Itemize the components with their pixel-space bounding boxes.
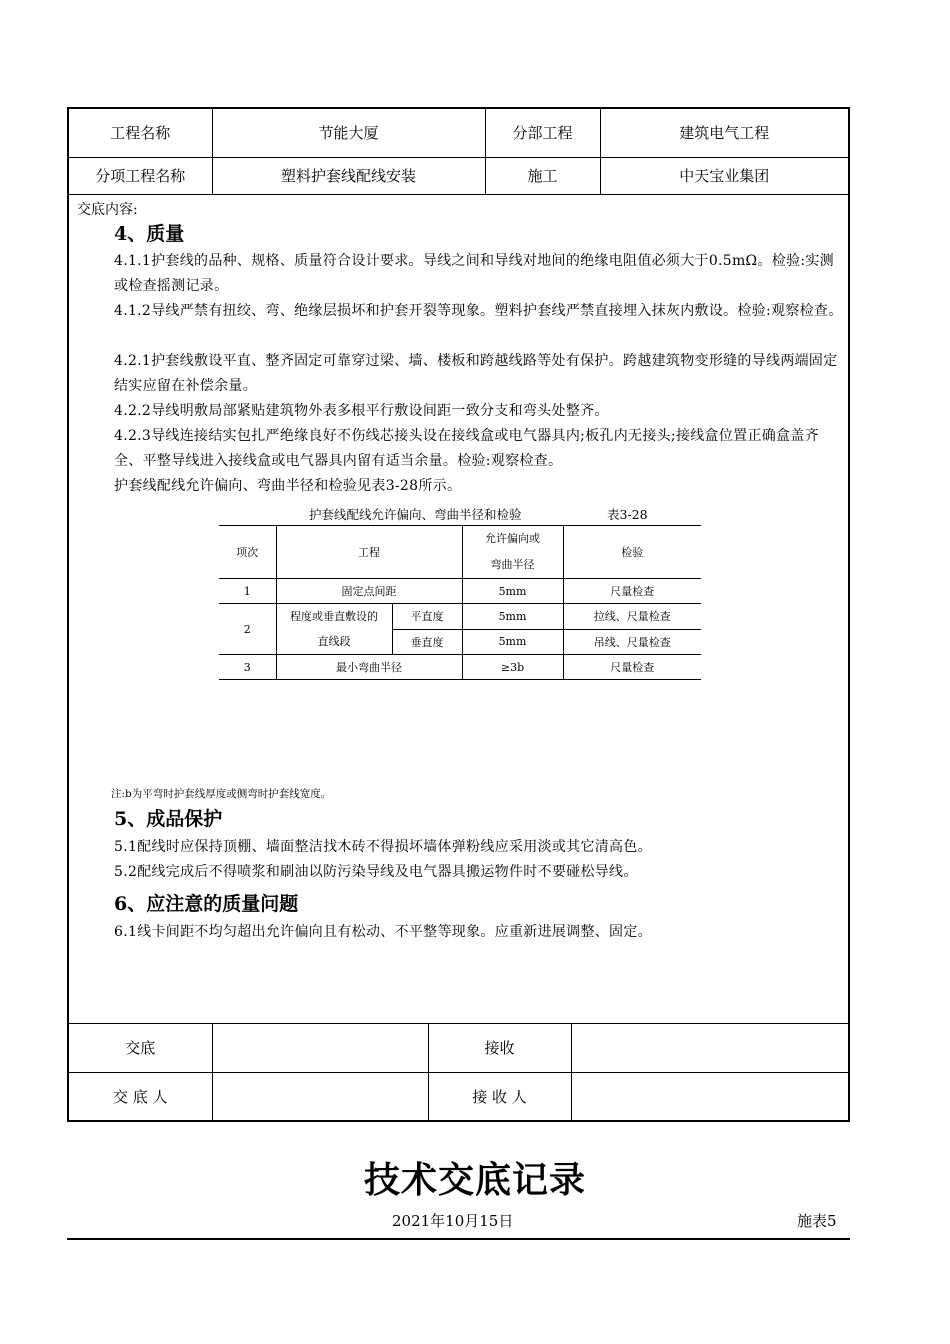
r2-no: 2 — [219, 604, 276, 655]
paragraph-4-1-2: 4.1.2导线严禁有扭绞、弯、绝缘层损坏和护套开裂等现象。塑料护套线严禁直接埋入抹灰内敷设。检验:观察检查。 — [114, 303, 843, 319]
th-item: 工程 — [276, 526, 462, 579]
r2b-dev: 5mm — [462, 629, 563, 655]
construction-label: 施工 — [485, 157, 600, 194]
th-deviation — [462, 526, 563, 579]
section6-heading: 6、应注意的质量问题 — [114, 893, 299, 915]
table-note: 注:b为平弯时护套线厚度或侧弯时护套线宽度。 — [111, 788, 332, 800]
r2a-dev: 5mm — [462, 604, 563, 630]
r2-item — [276, 604, 392, 655]
section5-heading: 5、成品保护 — [114, 808, 223, 830]
deviation-table — [219, 525, 701, 680]
form-number: 施表5 — [797, 1212, 837, 1230]
item-value: 塑料护套线配线安装 — [212, 157, 485, 194]
r1-dev: 5mm — [462, 579, 563, 604]
handover-person-label: 交 底 人 — [69, 1072, 212, 1120]
th-check: 检验 — [563, 526, 701, 579]
paragraph-4-2-3: 4.2.3导线连接结实包扎严绝缘良好不伤线芯接头设在接线盒或电气器具内;板孔内无接头;接线盒位置正确盒盖齐全、平整导线进入接线盒或电气器具内留有适当余量。检验:观察检查。 — [114, 428, 819, 469]
paragraph-table-ref: 护套线配线允许偏向、弯曲半径和检验见表3-28所示。 — [114, 478, 462, 494]
handover-field[interactable] — [212, 1023, 428, 1072]
construction-value: 中天宝业集团 — [600, 157, 848, 194]
paragraph-6-1: 6.1线卡间距不均匀超出允许偏向且有松动、不平整等现象。应重新进展调整、固定。 — [114, 924, 652, 940]
division-value: 建筑电气工程 — [600, 109, 848, 157]
document-date: 2021年10月15日 — [392, 1212, 514, 1230]
document-title: 技术交底记录 — [363, 1159, 586, 1201]
table-row — [219, 604, 701, 630]
table-row — [219, 579, 701, 604]
paragraph-5-1: 5.1配线时应保持顶棚、墙面整洁找木砖不得损坏墙体弹粉线应采用淡或其它清高色。 — [114, 839, 652, 855]
signoff-table — [69, 1023, 848, 1121]
r1-check: 尺量检查 — [563, 579, 701, 604]
th-deviation-line2: 弯曲半径 — [490, 558, 535, 571]
r2-item-line1: 程度或垂直敷设的 — [290, 610, 378, 623]
th-no: 项次 — [219, 526, 276, 579]
r2-item-line2: 直线段 — [317, 635, 351, 648]
r3-dev: ≥3b — [462, 655, 563, 680]
table-number: 表3-28 — [607, 507, 648, 522]
intro-label: 交底内容: — [77, 202, 138, 218]
paragraph-4-1-1: 4.1.1护套线的品种、规格、质量符合设计要求。导线之间和导线对地间的绝缘电阻值必须大于0.5mΩ。检验:实测或检查摇测记录。 — [114, 253, 834, 294]
paragraph-4-2-1: 4.2.1护套线敷设平直、整齐固定可靠穿过梁、墙、楼板和跨越线路等处有保护。跨越建筑物变形缝的导线两端固定结实应留在补偿余量。 — [114, 353, 838, 394]
paragraph-4-2-2: 4.2.2导线明敷局部紧贴建筑物外表多根平行敷设间距一致分支和弯头处整齐。 — [114, 403, 609, 419]
receive-field[interactable] — [571, 1023, 848, 1072]
th-deviation-line1: 允许偏向或 — [485, 532, 540, 545]
r2a-check: 拉线、尺量检查 — [563, 604, 701, 630]
receive-person-label: 接 收 人 — [428, 1072, 571, 1120]
division-label: 分部工程 — [485, 109, 600, 157]
r3-no: 3 — [219, 655, 276, 680]
table-row — [219, 655, 701, 680]
footer-rule — [67, 1238, 850, 1240]
project-value: 节能大厦 — [212, 109, 485, 157]
receive-label: 接收 — [428, 1023, 571, 1072]
header-table — [69, 109, 848, 195]
table-caption: 护套线配线允许偏向、弯曲半径和检验 — [309, 507, 522, 522]
handover-person-field[interactable] — [212, 1072, 428, 1120]
r2a-sub: 平直度 — [392, 604, 462, 630]
item-label: 分项工程名称 — [69, 157, 212, 194]
paragraph-5-2: 5.2配线完成后不得喷浆和刷油以防污染导线及电气器具搬运物件时不要碰松导线。 — [114, 864, 638, 880]
r2b-check: 吊线、尺量检查 — [563, 629, 701, 655]
section4-heading: 4、质量 — [114, 223, 185, 245]
handover-label: 交底 — [69, 1023, 212, 1072]
r3-check: 尺量检查 — [563, 655, 701, 680]
record-frame — [67, 107, 850, 1122]
r3-item: 最小弯曲半径 — [276, 655, 462, 680]
r2b-sub: 垂直度 — [392, 629, 462, 655]
project-label: 工程名称 — [69, 109, 212, 157]
r1-item: 固定点间距 — [276, 579, 462, 604]
receive-person-field[interactable] — [571, 1072, 848, 1120]
r1-no: 1 — [219, 579, 276, 604]
